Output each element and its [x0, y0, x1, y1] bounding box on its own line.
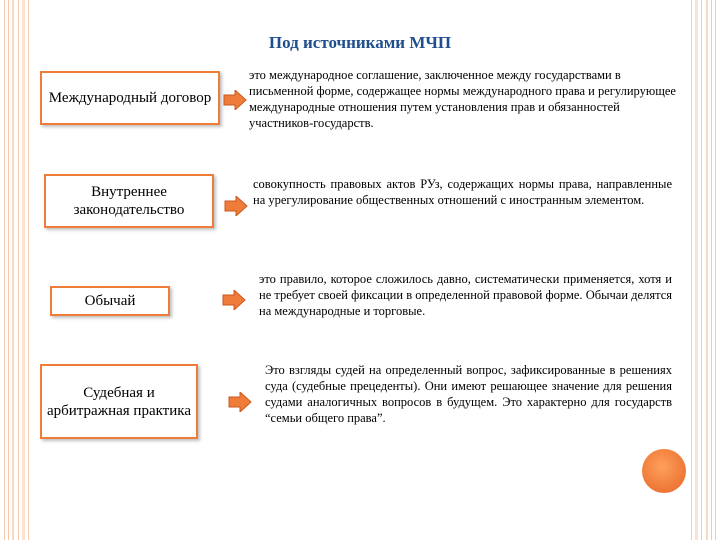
right-arrow-icon [224, 196, 248, 216]
right-decorative-border [688, 0, 720, 540]
description-judicial-practice: Это взгляды судей на определенный вопрос, зафиксированные в решениях суда (судебные прецеденты). Они имеют решающее значение для решения судами аналогичных вопросов в будущем. Это характерно для государств “семьи общего права”. [265, 363, 672, 425]
term-label: Судебная и арбитражная практика [47, 384, 191, 419]
term-box-custom [50, 286, 170, 316]
right-arrow-icon [228, 392, 252, 412]
description-domestic-legislation: совокупность правовых актов РУз, содержащих нормы права, направленные на урегулирование общественных отношений с иностранным элементом. [253, 177, 672, 207]
decorative-circle [642, 449, 686, 493]
term-box-judicial-practice [40, 364, 198, 439]
term-label: Внутреннее законодательство [73, 184, 185, 218]
description-international-treaty: это международное соглашение, заключенное между государствами в письменной форме, содержащее нормы международного права и регулирующее международные отношения путем установления прав и обязанностей участников-государств. [249, 68, 676, 130]
description-custom: это правило, которое сложилось давно, систематически применяется, хотя и не требует своей фиксации в определенной правовой форме. Обычаи делятся на международные и торговые. [259, 272, 672, 318]
term-box-domestic-legislation [44, 174, 214, 228]
page-title: Под источниками МЧП [268, 33, 452, 52]
right-arrow-icon [223, 90, 247, 110]
term-label: Международный договор [48, 90, 212, 106]
right-arrow-icon [222, 290, 246, 310]
term-label: Обычай [84, 293, 136, 309]
left-decorative-border [0, 0, 32, 540]
term-box-international-treaty [40, 71, 220, 125]
